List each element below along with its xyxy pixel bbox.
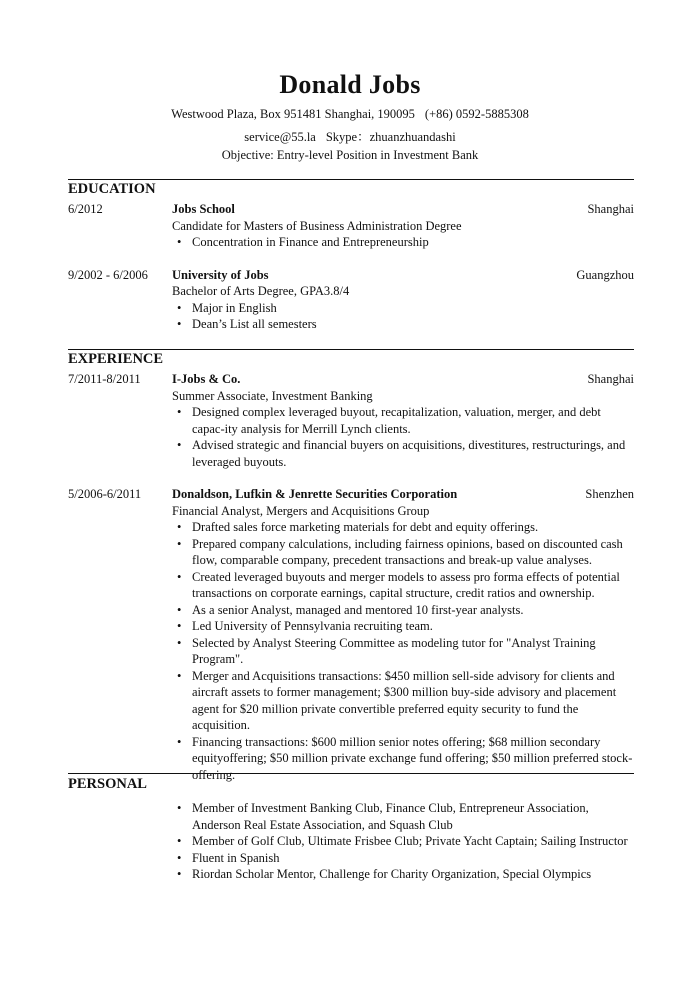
personal-list-wrapper bbox=[68, 800, 634, 883]
phone: (+86) 0592-5885308 bbox=[424, 107, 529, 121]
section-title: EDUCATION bbox=[68, 181, 156, 197]
entry-organization: I-Jobs & Co. bbox=[172, 372, 241, 386]
list-item: • Financing transactions: $600 million senior notes offering; $68 million secondary equityoffering; $50 million private exchange fund offering; $50 million preferred stock-offering. bbox=[172, 734, 634, 784]
list-item: • Created leveraged buyouts and merger models to assess pro forma effects of potential transactions on corporate earnings, capital structure, credit ratios and ownership. bbox=[172, 569, 634, 602]
address: Westwood Plaza, Box 951481 Shanghai, 190095 bbox=[171, 107, 415, 121]
education-section bbox=[68, 181, 634, 333]
section-title: PERSONAL bbox=[68, 776, 147, 792]
entry-location: Guangzhou bbox=[576, 267, 634, 282]
list-item: • Concentration in Finance and Entrepreneurship bbox=[172, 234, 634, 251]
personal-section bbox=[68, 776, 634, 883]
list-item: • Member of Investment Banking Club, Finance Club, Entrepreneur Association, Anderson Real Estate Association, and Squash Club bbox=[172, 800, 634, 833]
entry-role: Bachelor of Arts Degree, GPA3.8/4 bbox=[172, 284, 350, 298]
entry-organization: University of Jobs bbox=[172, 267, 269, 282]
entry-role: Candidate for Masters of Business Administration Degree bbox=[172, 218, 462, 233]
entry-role: Summer Associate, Investment Banking bbox=[172, 388, 373, 403]
section-divider bbox=[68, 349, 634, 350]
email: service@55.la bbox=[244, 130, 316, 144]
list-item: • Drafted sales force marketing materials for debt and equity offerings. bbox=[172, 519, 634, 536]
entry-date: 5/2006-6/2011 bbox=[68, 487, 142, 501]
list-item: • Led University of Pennsylvania recruiting team. bbox=[172, 618, 634, 635]
section-divider bbox=[68, 179, 634, 180]
experience-entry bbox=[68, 371, 634, 470]
list-item: • Selected by Analyst Steering Committee as modeling tutor for "Analyst Training Program". bbox=[172, 635, 634, 668]
address-phone-line bbox=[0, 107, 700, 122]
entry-organization: Jobs School bbox=[172, 202, 235, 216]
entry-organization: Donaldson, Lufkin & Jenrette Securities Corporation bbox=[172, 487, 458, 501]
list-item: • Advised strategic and financial buyers on acquisitions, divestitures, restructurings, and leveraged buyouts. bbox=[172, 437, 634, 470]
list-item: • As a senior Analyst, managed and mentored 10 first-year analysts. bbox=[172, 602, 634, 619]
entry-location: Shanghai bbox=[587, 372, 634, 386]
education-entry bbox=[68, 201, 634, 251]
education-entry bbox=[68, 267, 634, 333]
list-item: • Member of Golf Club, Ultimate Frisbee Club; Private Yacht Captain; Sailing Instructor bbox=[172, 833, 634, 850]
list-item: • Merger and Acquisitions transactions: $450 million sell-side advisory for clients and aircraft assets to former management; $300 million buy-side advisory and placement agent for $20 million private convertible preferred equity security to fund the acquisition. bbox=[172, 668, 634, 734]
list-item: • Riordan Scholar Mentor, Challenge for Charity Organization, Special Olympics bbox=[172, 866, 634, 883]
section-divider bbox=[68, 773, 634, 774]
skype: Skype：zhuanzhuandashi bbox=[325, 130, 456, 144]
experience-section bbox=[68, 351, 634, 783]
entry-role: Financial Analyst, Mergers and Acquisitions Group bbox=[172, 503, 430, 518]
section-title: EXPERIENCE bbox=[68, 351, 164, 367]
list-item: • Prepared company calculations, including fairness opinions, based on discounted cash flow, comparable company, precedent transactions and break-up value analyses. bbox=[172, 536, 634, 569]
list-item: • Designed complex leveraged buyout, recapitalization, valuation, merger, and debt capac-ity analysis for Merrill Lynch clients. bbox=[172, 404, 634, 437]
entry-date: 7/2011-8/2011 bbox=[68, 372, 141, 386]
entry-date: 9/2002 - 6/2006 bbox=[68, 267, 148, 282]
objective: Objective: Entry-level Position in Investment Bank bbox=[221, 148, 479, 162]
entry-location: Shenzhen bbox=[585, 487, 634, 501]
entry-location: Shanghai bbox=[587, 202, 634, 216]
email-skype-line bbox=[0, 127, 700, 145]
list-item: • Fluent in Spanish bbox=[172, 850, 634, 867]
candidate-name: Donald Jobs bbox=[279, 70, 421, 99]
experience-entry bbox=[68, 486, 634, 783]
list-item: • Major in English bbox=[172, 300, 634, 317]
list-item: • Dean’s List all semesters bbox=[172, 316, 634, 333]
entry-date: 6/2012 bbox=[68, 202, 103, 216]
